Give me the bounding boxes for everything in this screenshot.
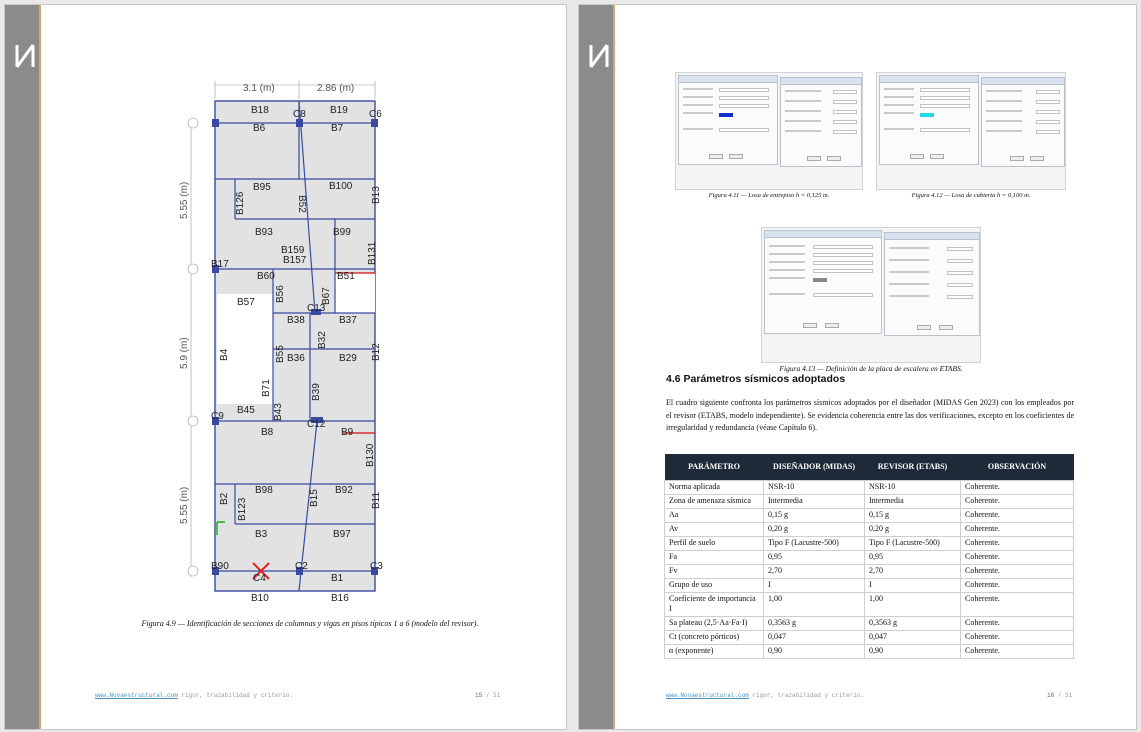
page-15	[4, 4, 567, 730]
label-b52: B52	[296, 195, 307, 213]
table-cell: Coherente.	[961, 630, 1074, 644]
label-b16: B10	[251, 593, 269, 604]
label-b15: B15	[309, 489, 320, 507]
label-c12: C12	[307, 419, 326, 430]
table-row	[665, 508, 1074, 522]
label-b29: B29	[339, 353, 357, 364]
table-cell: Zona de amenaza sísmica	[665, 494, 764, 508]
label-c3: C2	[295, 561, 308, 572]
table-cell: Intermedia	[865, 494, 961, 508]
table-row	[665, 550, 1074, 564]
figure-caption-4-9: Figura 4.9 — Identificación de secciones de columnas y vigas en pisos típicos 1 a 6 (modelo del revisor).	[141, 619, 479, 628]
table-cell: Perfil de suelo	[665, 536, 764, 550]
side-strip	[579, 5, 615, 729]
table-cell: Coherente.	[961, 550, 1074, 564]
table-row	[665, 644, 1074, 658]
label-b90: B97	[333, 529, 351, 540]
page-number-total: / 51	[482, 692, 501, 699]
page-16	[578, 4, 1137, 730]
dim-side-3: 5.55 (m)	[179, 486, 190, 524]
table-cell: Coherente.	[961, 644, 1074, 658]
table-row	[665, 616, 1074, 630]
table-cell: Coherente.	[961, 480, 1074, 494]
page-number	[475, 692, 500, 699]
label-c8: C9	[211, 411, 224, 422]
footer-link[interactable]: www.Novaestructural.com	[666, 692, 749, 699]
label-b2: B1	[331, 573, 344, 584]
label-b43: B43	[273, 403, 284, 421]
table-cell: 0,15 g	[764, 508, 865, 522]
table-row	[665, 592, 1074, 616]
label-b159: B159	[281, 245, 305, 256]
label-b45: B45	[237, 405, 255, 416]
label-b11: B11	[371, 491, 382, 509]
table-cell: 2,70	[764, 564, 865, 578]
table-header-row	[665, 454, 1074, 480]
table-row	[665, 564, 1074, 578]
label-b130: B130	[365, 443, 376, 467]
label-b12: B12	[371, 343, 382, 361]
footer-text: rigor, trazabilidad y criterio.	[748, 692, 865, 699]
table-cell: Norma aplicada	[665, 480, 764, 494]
page-footer	[95, 692, 293, 699]
label-b8: B8	[261, 427, 274, 438]
dim-side-1: 5.55 (m)	[179, 181, 190, 219]
label-b39: B39	[311, 383, 322, 401]
table-cell: Fv	[665, 564, 764, 578]
dim-side-2: 5.9 (m)	[179, 337, 190, 369]
figure-caption-4-11: Figura 4.11 — Losa de entrepiso h = 0,125 m.	[708, 192, 830, 199]
table-cell: 0,95	[764, 550, 865, 564]
col-header-observacion: OBSERVACIÓN	[961, 454, 1074, 480]
footer-text: rigor, trazabilidad y criterio.	[177, 692, 294, 699]
table-cell: Coherente.	[961, 616, 1074, 630]
col-header-parametro: PARÁMETRO	[665, 454, 764, 480]
table-row	[665, 494, 1074, 508]
table-cell: Coherente.	[961, 564, 1074, 578]
table-cell: 0,90	[764, 644, 865, 658]
logo-icon	[13, 41, 37, 71]
label-b17: B16	[331, 593, 349, 604]
side-strip	[5, 5, 41, 729]
table-cell: I	[865, 578, 961, 592]
table-row	[665, 522, 1074, 536]
footer-link[interactable]: www.Novaestructural.com	[95, 692, 178, 699]
figure-4-11-image	[675, 72, 863, 190]
label-b157: B157	[283, 255, 307, 266]
floor-plan	[165, 79, 395, 609]
table-cell: Grupo de uso	[665, 578, 764, 592]
logo-icon	[587, 41, 611, 71]
label-b3: B2	[219, 492, 230, 505]
table-cell: Fa	[665, 550, 764, 564]
label-b36: B36	[287, 353, 305, 364]
page-number-total: / 51	[1054, 692, 1073, 699]
label-b98: B98	[255, 485, 273, 496]
label-b93: B93	[255, 227, 273, 238]
label-b100: B100	[329, 181, 353, 192]
label-c2: B90	[211, 561, 229, 572]
label-b32: B32	[317, 331, 328, 349]
figure-4-12-image	[876, 72, 1066, 190]
col-header-revisor: REVISOR (ETABS)	[865, 454, 961, 480]
table-cell: 0,3563 g	[764, 616, 865, 630]
page-number-current: 16	[1047, 692, 1055, 699]
table-row	[665, 578, 1074, 592]
table-row	[665, 630, 1074, 644]
table-cell: Aa	[665, 508, 764, 522]
table-cell: 0,3563 g	[865, 616, 961, 630]
table-row	[665, 480, 1074, 494]
label-b38: B38	[287, 315, 305, 326]
label-b92: B92	[335, 485, 353, 496]
label-b60: B60	[257, 271, 275, 282]
label-b1: C4	[253, 573, 266, 584]
table-cell: α (exponente)	[665, 644, 764, 658]
label-c5: C6	[369, 109, 382, 120]
table-cell: 0,20 g	[764, 522, 865, 536]
label-b123: B123	[237, 497, 248, 521]
table-cell: Coherente.	[961, 592, 1074, 616]
table-cell: 0,047	[764, 630, 865, 644]
figure-4-13-image	[761, 227, 981, 363]
label-b13: B13	[371, 186, 382, 204]
label-b55: B55	[275, 345, 286, 363]
label-b51: B51	[337, 271, 355, 282]
figure-caption-4-12: Figura 4.12 — Losa de cubierta h = 0,100 m.	[911, 192, 1031, 199]
table-cell: Av	[665, 522, 764, 536]
label-b95: B95	[253, 182, 271, 193]
label-b19: B19	[330, 105, 348, 116]
page-footer	[666, 692, 864, 699]
label-b4: B4	[219, 348, 230, 361]
label-b131: B131	[367, 241, 378, 265]
table-cell: Tipo F (Lacustre-500)	[865, 536, 961, 550]
table-cell: NSR-10	[764, 480, 865, 494]
label-b97: B3	[255, 529, 268, 540]
label-b9: B9	[341, 427, 354, 438]
label-b56: B56	[275, 285, 286, 303]
table-cell: Coherente.	[961, 578, 1074, 592]
table-cell: 2,70	[865, 564, 961, 578]
seismic-parameters-table	[664, 454, 1074, 659]
table-cell: 0,15 g	[865, 508, 961, 522]
col-header-disenador: DISEÑADOR (MIDAS)	[764, 454, 865, 480]
section-paragraph: El cuadro siguiente confronta los parámetros sísmicos adoptados por el diseñador (MIDAS Gen 2023) con los empleados por el revisor (ETABS, modelo independiente). Se evidencia coherencia entre las dos verificaciones, excepto en los coeficientes de irregularidad y redundancia (véase Capítulo 6).	[666, 398, 1074, 432]
table-cell: Coeficiente de importancia I	[665, 592, 764, 616]
table-row	[665, 536, 1074, 550]
label-b18: B18	[251, 105, 269, 116]
table-cell: Sa plateau (2,5·Aa·Fa·I)	[665, 616, 764, 630]
label-c13: C13	[307, 303, 326, 314]
figure-caption-4-13: Figura 4.13 — Definición de la placa de escalera en ETABS.	[779, 364, 963, 373]
table-cell: 0,20 g	[865, 522, 961, 536]
table-cell: 0,90	[865, 644, 961, 658]
dim-top-2: 2.86 (m)	[317, 83, 355, 94]
table-cell: 0,95	[865, 550, 961, 564]
label-b67: B67	[321, 287, 332, 305]
table-cell: Coherente.	[961, 508, 1074, 522]
table-cell: Coherente.	[961, 522, 1074, 536]
label-b126: B126	[235, 191, 246, 215]
label-c6: C8	[293, 109, 306, 120]
table-cell: Coherente.	[961, 494, 1074, 508]
page-number-current: 15	[475, 692, 483, 699]
table-cell: 0,047	[865, 630, 961, 644]
label-b57: B57	[237, 297, 255, 308]
label-b6: B6	[253, 123, 266, 134]
page-number	[1047, 692, 1072, 699]
label-c9: B17	[211, 259, 229, 270]
table-cell: Intermedia	[764, 494, 865, 508]
label-c4: C3	[370, 561, 383, 572]
label-b37: B37	[339, 315, 357, 326]
label-b71: B71	[261, 379, 272, 397]
label-b7: B7	[331, 123, 344, 134]
table-cell: Coherente.	[961, 536, 1074, 550]
label-b99: B99	[333, 227, 351, 238]
table-cell: 1,00	[865, 592, 961, 616]
section-heading: 4.6 Parámetros sísmicos adoptados	[666, 373, 846, 385]
table-cell: Ct (concreto pórticos)	[665, 630, 764, 644]
dim-top-1: 3.1 (m)	[243, 83, 275, 94]
table-cell: NSR-10	[865, 480, 961, 494]
table-cell: 1,00	[764, 592, 865, 616]
table-cell: Tipo F (Lacustre-500)	[764, 536, 865, 550]
table-cell: I	[764, 578, 865, 592]
